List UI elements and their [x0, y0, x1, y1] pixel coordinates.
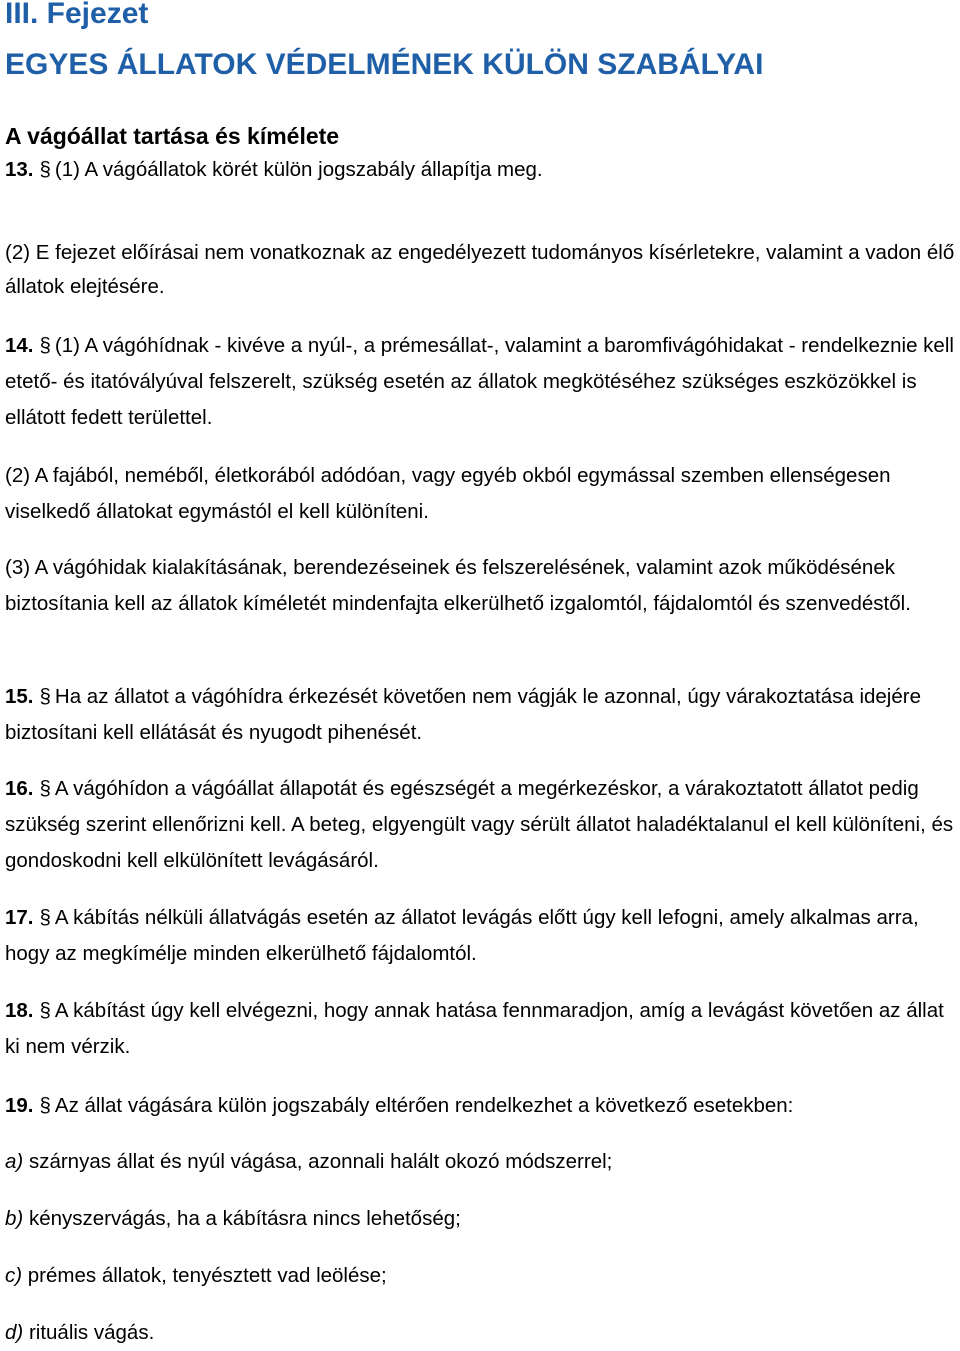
section-sign: §: [39, 334, 51, 357]
section-sign: §: [39, 999, 51, 1022]
section-number: 16.: [5, 777, 34, 800]
paragraph-text: (1) A vágóállatok körét külön jogszabály állapítja meg.: [54, 158, 543, 181]
paragraph-13-1: [5, 152, 955, 188]
paragraph-text: (3) A vágóhidak kialakításának, berendezéseinek és felszerelésének, valamint azok működésének biztosítania kell az állatok kíméletét mindenfajta elkerülhető izgalomtól, fájdalomtól és szenvedéstől.: [5, 556, 911, 615]
list-text: kényszervágás, ha a kábításra nincs lehetőség;: [28, 1207, 461, 1230]
section-number: 14.: [5, 334, 34, 357]
section-number: 18.: [5, 999, 34, 1022]
paragraph-text: A kábítást úgy kell elvégezni, hogy annak hatása fennmaradjon, amíg a levágást követően az állat ki nem vérzik.: [5, 999, 944, 1058]
paragraph-text: A vágóhídon a vágóállat állapotát és egészségét a megérkezéskor, a várakoztatott állatot pedig szükség szerint ellenőrizni kell. A beteg, elgyengült vagy sérült állatot haladéktalanul el kell különíteni, és gondoskodni kell elkülönített levágásáról.: [5, 777, 954, 872]
paragraph-14-2: [5, 458, 955, 530]
section-subheading: A vágóállat tartása és kímélete: [5, 123, 340, 149]
section-sign: §: [39, 777, 51, 800]
list-text: prémes állatok, tenyésztett vad leölése;: [27, 1264, 387, 1287]
chapter-title: EGYES ÁLLATOK VÉDELMÉNEK KÜLÖN SZABÁLYAI: [5, 48, 764, 81]
paragraph-text: (2) E fejezet előírásai nem vonatkoznak az engedélyezett tudományos kísérletekre, valamint a vadon élő állatok elejtésére.: [5, 241, 955, 298]
section-sign: §: [39, 685, 51, 708]
list-label: d): [5, 1321, 24, 1344]
list-text: rituális vágás.: [28, 1321, 155, 1344]
list-item: [5, 1144, 955, 1180]
paragraph-text: Ha az állatot a vágóhídra érkezését követően nem vágják le azonnal, úgy várakoztatása idejére biztosítani kell ellátását és nyugodt pihenését.: [5, 685, 921, 744]
paragraph-14-3: [5, 550, 955, 622]
paragraph-15: [5, 679, 955, 751]
paragraph-19: [5, 1088, 955, 1124]
paragraph-13-2: [5, 236, 955, 304]
paragraph-18: [5, 993, 955, 1065]
paragraph-text: A kábítás nélküli állatvágás esetén az állatot levágás előtt úgy kell lefogni, amely alkalmas arra, hogy az megkímélje minden elkerülhető fájdalomtól.: [5, 906, 919, 965]
section-sign: §: [39, 1094, 51, 1117]
list-item: [5, 1258, 955, 1294]
section-number: 19.: [5, 1094, 34, 1117]
list-label: c): [5, 1264, 23, 1287]
section-number: 17.: [5, 906, 34, 929]
list-label: a): [5, 1150, 24, 1173]
section-number: 13.: [5, 158, 34, 181]
list-label: b): [5, 1207, 24, 1230]
paragraph-16: [5, 771, 955, 879]
paragraph-14-1: [5, 328, 955, 436]
list-item: [5, 1201, 955, 1237]
section-sign: §: [39, 906, 51, 929]
list-text: szárnyas állat és nyúl vágása, azonnali halált okozó módszerrel;: [28, 1150, 613, 1173]
paragraph-text: (1) A vágóhídnak - kivéve a nyúl-, a prémesállat-, valamint a baromfivágóhidakat - rendelkeznie kell etető- és itatóvályúval felszerelt, szükség esetén az állatok megkötéséhez szükséges eszközökkel is ellátott fedett területtel.: [5, 334, 954, 429]
paragraph-text: (2) A fajából, neméből, életkorából adódóan, vagy egyéb okból egymással szemben ellenségesen viselkedő állatokat egymástól el kell különíteni.: [5, 464, 891, 523]
section-sign: §: [39, 158, 51, 181]
section-number: 15.: [5, 685, 34, 708]
paragraph-text: Az állat vágására külön jogszabály eltérően rendelkezhet a következő esetekben:: [54, 1094, 794, 1117]
paragraph-17: [5, 900, 955, 972]
list-item: [5, 1315, 955, 1351]
chapter-heading: III. Fejezet: [5, 0, 149, 30]
